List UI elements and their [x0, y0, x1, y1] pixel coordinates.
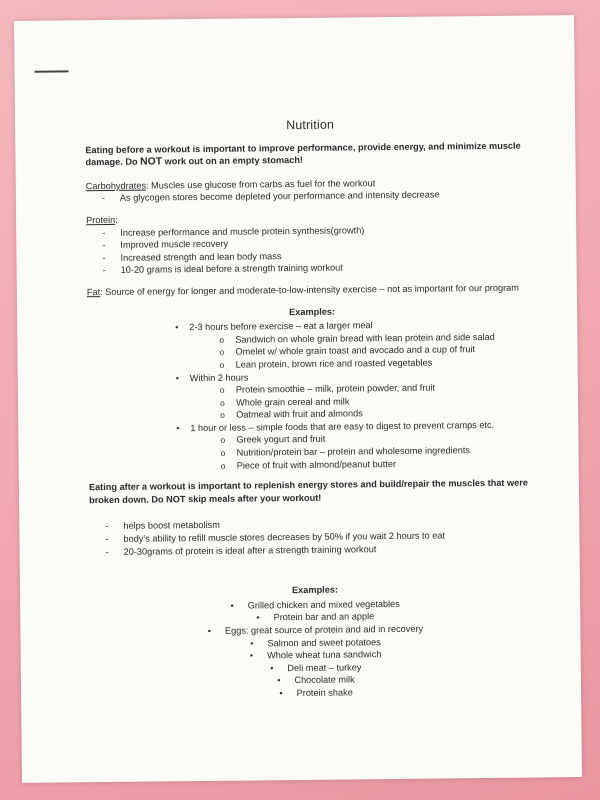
carbohydrates-heading: Carbohydrates — [85, 180, 147, 191]
list-item: • Salmon and sweet potatoes — [90, 634, 540, 651]
protein-heading: Protein — [86, 214, 116, 226]
list-item: - Improved muscle recovery — [86, 235, 536, 252]
list-item: o Omelet w/ whole grain toast and avocado and a cup of fruit — [219, 343, 537, 359]
list-item: - As glycogen stores become depleted your performance and intensity decrease — [86, 188, 536, 205]
list-item: o Greek yogurt and fruit — [220, 431, 538, 447]
list-item: • Eggs: great source of protein and aid in recovery — [90, 621, 540, 638]
examples-before-list — [87, 318, 539, 474]
list-item: • Deli meat – turkey — [91, 659, 541, 676]
after-workout-list — [89, 516, 539, 558]
list-item: o Oatmeal with fruit and almonds — [220, 406, 538, 422]
list-item: • Grilled chicken and mixed vegetables — [90, 596, 540, 613]
list-item: • 2-3 hours before exercise – eat a larger meal o Sandwich on whole grain bread with lean protein and side salad o Omelet w/ whole grain toast and avocado and a cup of fruit o Lean protein, brown rice and roasted vegetables — [175, 318, 538, 372]
pen-mark — [35, 70, 69, 72]
list-item: - 10-20 grams is ideal before a strength training workout — [87, 260, 537, 277]
document-content — [85, 117, 541, 702]
list-item: • Protein bar and an apple — [90, 609, 540, 626]
list-item: o Whole grain cereal and milk — [220, 393, 538, 409]
examples-heading: Examples: — [289, 306, 336, 317]
paper-sheet — [14, 15, 582, 783]
fat-section: Fat: Source of energy for longer and moderate-to-low-intensity exercise – not as important for our program — [86, 282, 519, 298]
list-item: - Increased strength and lean body mass — [86, 247, 536, 264]
list-item: o Nutrition/protein bar – protein and wholesome ingredients — [220, 444, 538, 460]
list-item: - Increase performance and muscle protein synthesis(growth) — [86, 222, 536, 239]
examples-after-heading: Examples: — [291, 584, 339, 596]
fat-heading: Fat — [86, 287, 101, 298]
list-item: - 20-30grams of protein is ideal after a strength training workout — [90, 541, 540, 558]
protein-section: Protein: - Increase performance and muscle protein synthesis(growth) - Improved muscle recovery - Increased strength and lean body mass - 10-20 grams is ideal before a strength training workout — [86, 209, 537, 277]
list-item: o Piece of fruit with almond/peanut butter — [221, 456, 539, 472]
after-workout-paragraph: Eating after a workout is important to replenish energy stores and build/repair the muscles that were broken down. Do NOT skip meals after your workout! — [88, 477, 529, 506]
list-item: o Lean protein, brown rice and roasted vegetables — [220, 355, 538, 371]
examples-after-list — [90, 596, 541, 701]
list-item: • Protein shake — [91, 684, 541, 701]
carbohydrates-section: Carbohydrates: Muscles use glucose from carbs as fuel for the workout - As glycogen stores become depleted your performance and intensity decrease — [86, 175, 536, 205]
page-title: Nutrition — [286, 117, 335, 133]
list-item: - body’s ability to refill muscle stores decreases by 50% if you wait 2 hours to eat — [89, 529, 539, 546]
intro-paragraph: Eating before a workout is important to improve performance, provide energy, and minimize muscle damage. Do NOT work out on an empty stomach! — [85, 140, 521, 168]
list-item: • Within 2 hours o Protein smoothie – milk, protein powder, and fruit o Whole grain cereal and milk o Oatmeal with fruit and almonds — [176, 368, 539, 422]
list-item: o Sandwich on whole grain bread with lean protein and side salad — [219, 330, 537, 346]
list-item: o Protein smoothie – milk, protein powder, and fruit — [220, 381, 538, 397]
list-item: • Chocolate milk — [91, 672, 541, 689]
list-item: • 1 hour or less – simple foods that are easy to digest to prevent cramps etc. o Greek yogurt and fruit o Nutrition/protein bar – protein and wholesome ingredients o Piece of fruit with almond/peanut butter — [176, 418, 539, 472]
list-item: • Whole wheat tuna sandwich — [91, 647, 541, 664]
list-item: - helps boost metabolism — [89, 516, 539, 533]
